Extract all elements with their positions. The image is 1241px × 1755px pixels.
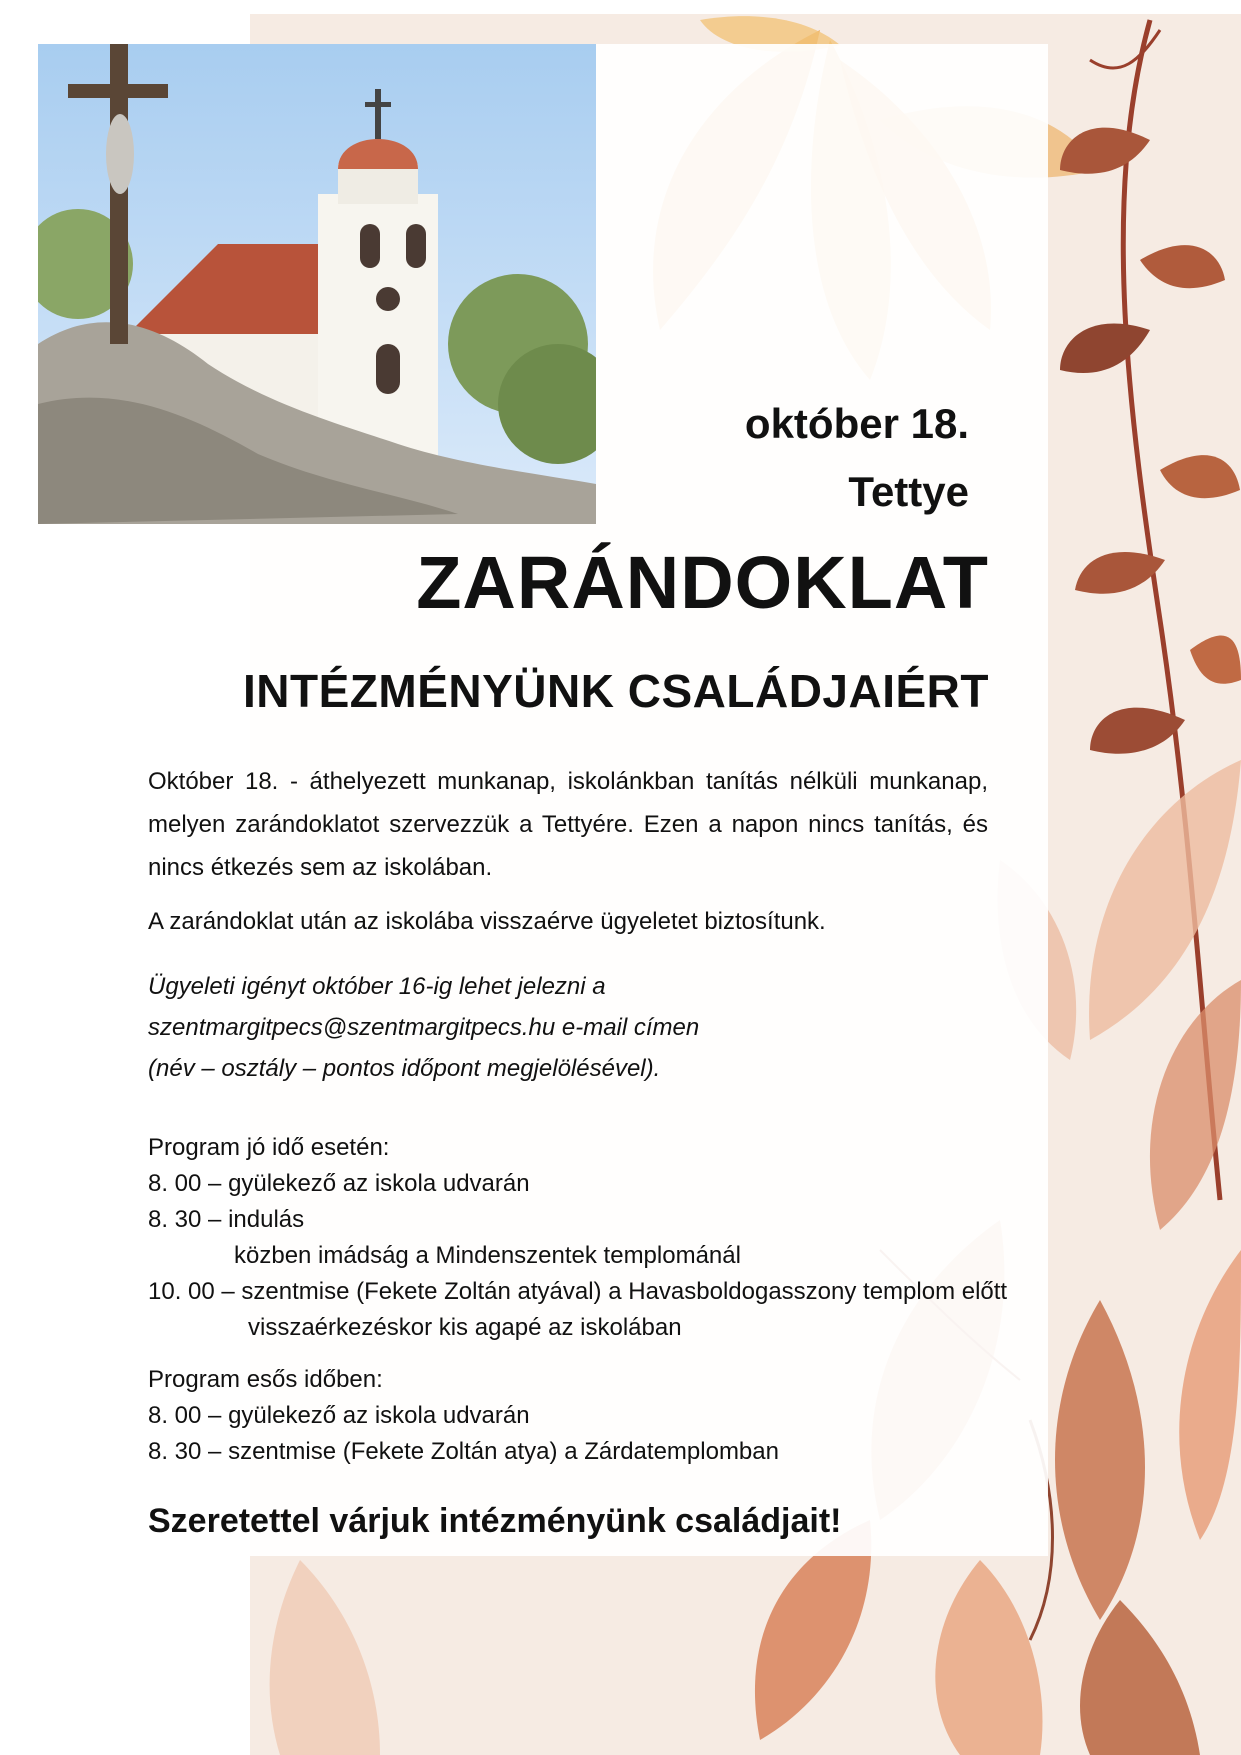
program-good-weather [148, 1130, 1007, 1346]
note-line: (név – osztály – pontos időpont megjelölésével). [148, 1055, 661, 1082]
page-subtitle: INTÉZMÉNYÜNK CSALÁDJAIÉRT [243, 665, 989, 717]
program-item: 8. 00 – gyülekező az iskola udvarán [148, 1170, 530, 1197]
event-date: október 18. [744, 400, 969, 447]
intro-paragraph: Október 18. - áthelyezett munkanap, iskolánkban tanítás nélküli munkanap, melyen zarándoklatot szervezzük a Tettyére. Ezen a napon nincs tanítás, és nincs étkezés sem az iskolában. [148, 768, 988, 881]
program-rainy-weather [148, 1362, 779, 1470]
note-line: szentmargitpecs@szentmargitpecs.hu e-mail címen [148, 1014, 700, 1041]
notice-paragraph: A zarándoklat után az iskolába visszaérve ügyeletet biztosítunk. [148, 908, 826, 935]
program-item: 8. 30 – indulás [148, 1206, 305, 1233]
church-photo [38, 44, 596, 524]
event-place: Tettye [848, 468, 969, 515]
program-item: 10. 00 – szentmise (Fekete Zoltán atyával) a Havasboldogasszony templom előtt [148, 1278, 1008, 1305]
program-item: 8. 00 – gyülekező az iskola udvarán [148, 1402, 530, 1429]
program-item: közben imádság a Mindenszentek templománál [234, 1242, 741, 1269]
program-item: 8. 30 – szentmise (Fekete Zoltán atya) a Zárdatemplomban [148, 1438, 779, 1465]
program-item: visszaérkezéskor kis agapé az iskolában [248, 1314, 682, 1341]
note-line: Ügyeleti igényt október 16-ig lehet jelezni a [148, 973, 606, 1000]
program-heading: Program esős időben: [148, 1366, 383, 1393]
program-heading: Program jó idő esetén: [148, 1134, 390, 1161]
supervision-request-note [148, 966, 699, 1089]
page-title: ZARÁNDOKLAT [416, 541, 989, 624]
closing-message: Szeretettel várjuk intézményünk családjait! [148, 1502, 842, 1540]
